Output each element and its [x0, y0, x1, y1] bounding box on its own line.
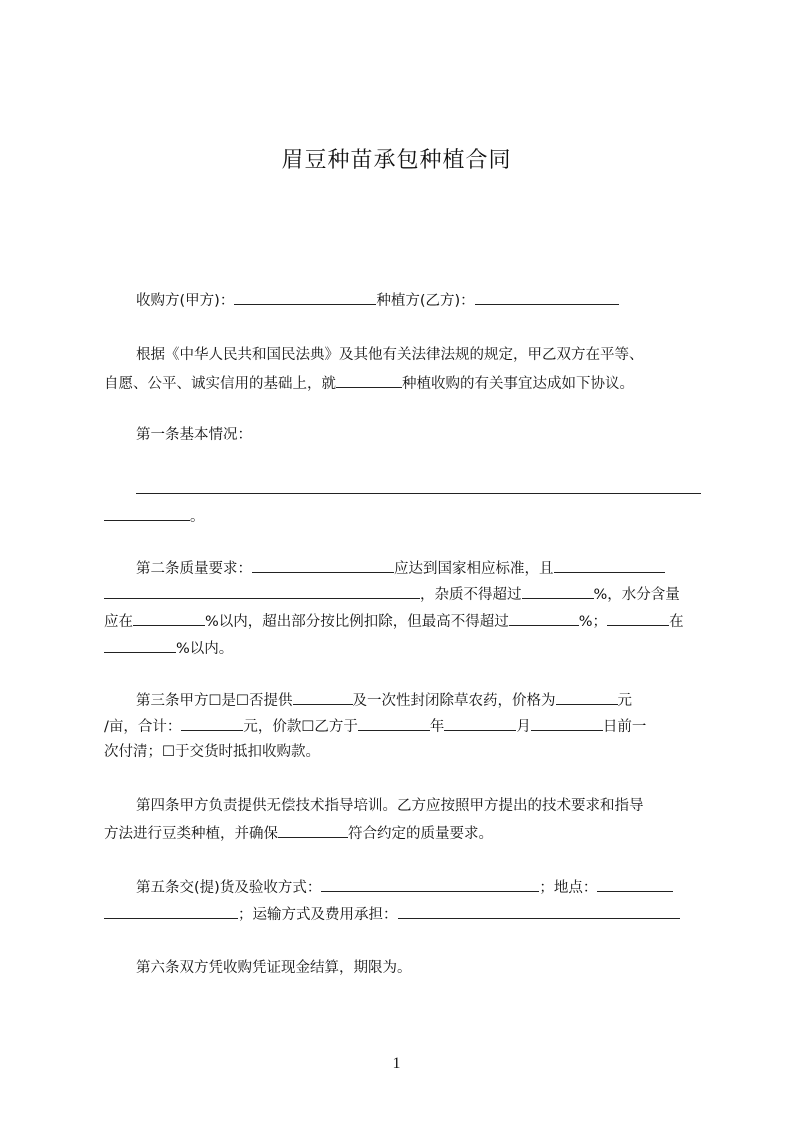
article-3-text-4: /亩，合计： — [104, 719, 182, 735]
article-3-text-2: 及一次性封闭除草农药，价格为 — [352, 693, 556, 709]
grower-label: 种植方(乙方)： — [376, 293, 475, 309]
article-5-text-3: ；运输方式及费用承担： — [238, 907, 398, 923]
article-5-line-2 — [104, 904, 680, 925]
intro-line-1: 根据《中华人民共和国民法典》及其他有关法律法规的规定，甲乙双方在平等、 — [136, 347, 644, 363]
article-1-heading: 第一条基本情况： — [136, 427, 252, 443]
article-3-heading: 第三条甲方☐是☐否提供 — [136, 693, 293, 709]
quality-blank-2[interactable] — [554, 558, 665, 573]
intro-text-a: 自愿、公平、诚实信用的基础上，就 — [104, 376, 336, 392]
basic-info-blank-1[interactable] — [136, 479, 701, 494]
article-2-text-7: %； — [578, 614, 608, 630]
article-3-line-1 — [136, 690, 632, 711]
delivery-method-blank[interactable] — [321, 877, 539, 892]
article-4-text-a: 方法进行豆类种植，并确保 — [104, 826, 278, 842]
location-blank-2[interactable] — [104, 904, 238, 919]
article-5-line-1 — [136, 877, 673, 898]
article-3-line-2 — [104, 716, 646, 737]
other-blank[interactable] — [607, 611, 669, 626]
other-percent-blank[interactable] — [104, 638, 176, 653]
crop-blank[interactable] — [336, 373, 402, 388]
basic-info-blank-2[interactable] — [104, 506, 190, 521]
article-3-text-6: 年 — [429, 719, 445, 735]
article-4-line-2 — [104, 823, 493, 844]
quality-blank-1[interactable] — [252, 558, 394, 573]
article-3-text-8: 日前一 — [602, 719, 647, 735]
article-2-text-6: %以内，超出部分按比例扣除，但最高不得超过 — [205, 614, 509, 630]
article-4-text-b: 符合约定的质量要求。 — [348, 826, 493, 842]
quality-blank-3[interactable] — [104, 584, 420, 599]
price-blank[interactable] — [556, 690, 618, 705]
article-3-text-3: 元 — [617, 693, 632, 709]
max-blank[interactable] — [509, 611, 579, 626]
article-5-heading: 第五条交(提)货及验收方式： — [136, 880, 322, 896]
article-5-text-2: ；地点： — [539, 880, 598, 896]
article-6-line: 第六条双方凭收购凭证现金结算，期限为。 — [136, 960, 412, 976]
article-3-text-7: 月 — [516, 719, 531, 735]
impurity-blank[interactable] — [522, 584, 594, 599]
document-title: 眉豆种苗承包种植合同 — [281, 148, 512, 173]
buyer-label: 收购方(甲方)： — [136, 293, 235, 309]
intro-line-2 — [104, 373, 634, 394]
page-number: 1 — [392, 1055, 401, 1072]
article-2-text-3: ，杂质不得超过 — [420, 587, 522, 603]
article-2-line-2 — [104, 584, 680, 605]
article-2-line-1 — [136, 558, 665, 579]
article-2-text-5: 应在 — [104, 614, 133, 630]
article-1-line-2 — [104, 506, 205, 527]
article-2-line-4 — [104, 638, 233, 659]
article-2-heading: 第二条质量要求： — [136, 561, 252, 577]
article-3-line-3: 次付清；☐于交货时抵扣收购款。 — [104, 744, 320, 760]
intro-text-b: 种植收购的有关事宜达成如下协议。 — [402, 376, 634, 392]
article-2-text-2: 应达到国家相应标准，且 — [394, 561, 554, 577]
year-blank[interactable] — [358, 716, 430, 731]
month-blank[interactable] — [444, 716, 516, 731]
transport-blank[interactable] — [398, 904, 680, 919]
article-1-line-1 — [136, 479, 701, 500]
ensure-blank[interactable] — [278, 823, 348, 838]
article-4-line-1: 第四条甲方负责提供无偿技术指导培训。乙方应按照甲方提出的技术要求和指导 — [136, 798, 644, 814]
article-2-text-9: %以内。 — [176, 641, 234, 657]
article-1-end: 。 — [190, 509, 205, 525]
article-2-line-3 — [104, 611, 684, 632]
day-blank[interactable] — [531, 716, 603, 731]
grower-blank[interactable] — [475, 290, 619, 305]
parties-line — [136, 290, 619, 311]
location-blank-1[interactable] — [597, 877, 673, 892]
moisture-blank[interactable] — [133, 611, 205, 626]
provide-blank[interactable] — [293, 690, 353, 705]
buyer-blank[interactable] — [234, 290, 376, 305]
article-2-text-4: %，水分含量 — [593, 587, 680, 603]
article-2-text-8: 在 — [669, 614, 684, 630]
total-blank[interactable] — [181, 716, 243, 731]
article-3-text-5: 元，价款☐乙方于 — [243, 719, 358, 735]
